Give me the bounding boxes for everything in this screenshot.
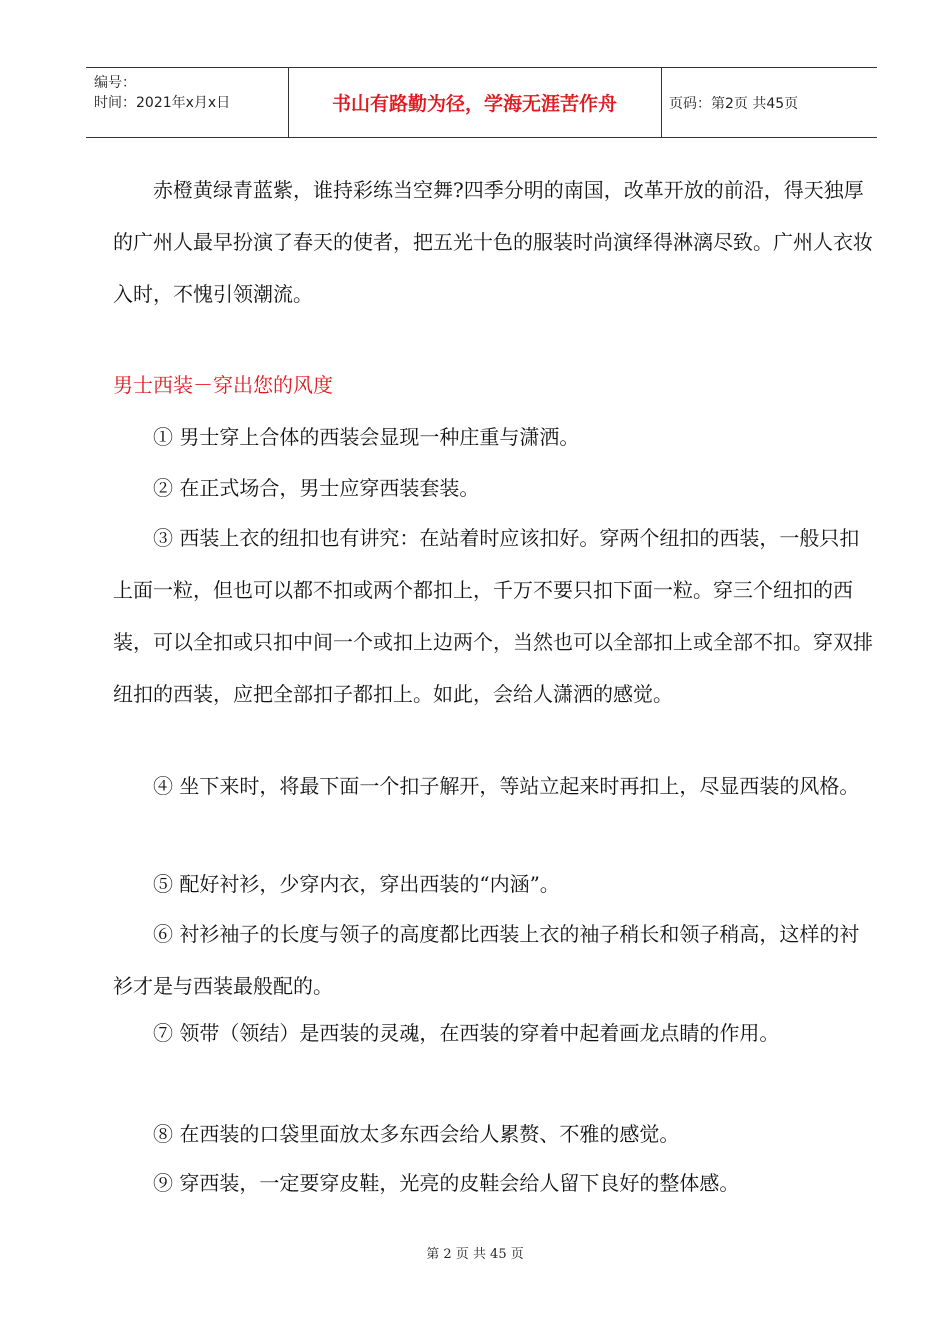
section-title: 男士西装－穿出您的风度 (113, 373, 333, 397)
list-item: ② 在正式场合，男士应穿西装套装。 (153, 476, 480, 500)
time-label: 时间：2021年x月x日 (94, 95, 231, 111)
list-item: ⑥ 衬衫袖子的长度与领子的高度都比西装上衣的袖子稍长和领子稍高，这样的衬衫才是与西装最般配的。 (113, 922, 860, 998)
number-label: 编号： (94, 75, 136, 91)
list-item: ⑨ 穿西装，一定要穿皮鞋，光亮的皮鞋会给人留下良好的整体感。 (153, 1171, 740, 1195)
list-item: ④ 坐下来时，将最下面一个扣子解开，等站立起来时再扣上，尽显西装的风格。 (153, 774, 860, 798)
list-item: ③ 西装上衣的纽扣也有讲究：在站着时应该扣好。穿两个纽扣的西装，一般只扣上面一粒，但也可以都不扣或两个都扣上，千万不要只扣下面一粒。穿三个纽扣的西装，可以全扣或只扣中间一个或扣上边两个，当然也可以全部扣上或全部不扣。穿双排纽扣的西装，应把全部扣子都扣上。如此，会给人潇洒的感觉。 (113, 526, 873, 706)
page-header (86, 67, 877, 138)
header-motto: 书山有路勤为径，学海无涯苦作舟 (331, 93, 617, 115)
page-footer: 第 2 页 共 45 页 (426, 1247, 524, 1262)
list-item: ⑤ 配好衬衫，少穿内衣，穿出西装的“内涵”。 (153, 872, 560, 896)
header-meta (94, 73, 230, 113)
header-divider (661, 68, 662, 137)
list-item: ⑧ 在西装的口袋里面放太多东西会给人累赘、不雅的感觉。 (153, 1122, 680, 1146)
header-page-label: 页码：第2页 共45页 (669, 95, 799, 112)
intro-paragraph: 赤橙黄绿青蓝紫，谁持彩练当空舞?四季分明的南国，改革开放的前沿，得天独厚的广州人最早扮演了春天的使者，把五光十色的服装时尚演绎得淋漓尽致。广州人衣妆入时，不愧引领潮流。 (113, 178, 873, 306)
list-item: ① 男士穿上合体的西装会显现一种庄重与潇洒。 (153, 425, 580, 449)
list-item: ⑦ 领带（领结）是西装的灵魂，在西装的穿着中起着画龙点睛的作用。 (153, 1021, 780, 1045)
